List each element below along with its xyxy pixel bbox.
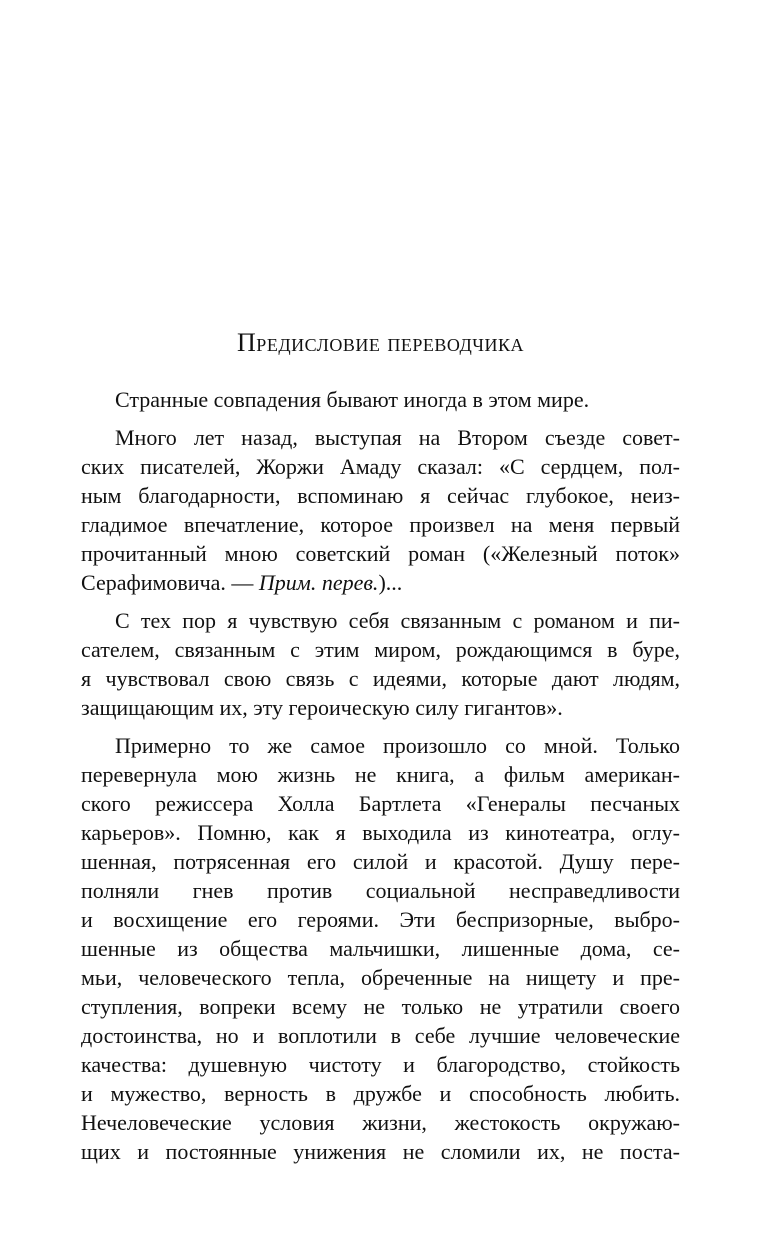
text-line: качества: душевную чистоту и благородство, стойкость <box>81 1052 680 1077</box>
text-line: щих и постоянные унижения не сломили их, не поста- <box>81 1139 680 1164</box>
text-line: карьеров». Помню, как я выходила из кинотеатра, оглу- <box>81 820 680 845</box>
text-line: Нечеловеческие условия жизни, жестокость окружаю- <box>81 1110 680 1135</box>
text-line: ских писателей, Жоржи Амаду сказал: «С сердцем, пол- <box>81 454 680 479</box>
translator-note: Прим. перев. <box>258 570 379 595</box>
text-line: и мужество, верность в дружбе и способность любить. <box>81 1081 680 1106</box>
text-line: полняли гнев против социальной несправедливости <box>81 878 680 903</box>
text-line: ным благодарности, вспоминаю я сейчас глубокое, неиз- <box>81 483 680 508</box>
text-line: ского режиссера Холла Бартлета «Генералы песчаных <box>81 791 680 816</box>
text-line: Странные совпадения бывают иногда в этом мире. <box>115 387 590 412</box>
body-text <box>81 385 680 1166</box>
text-line: и восхищение его героями. Эти беспризорные, выбро- <box>81 907 680 932</box>
text-line: гладимое впечатление, которое произвел на меня первый <box>81 512 680 537</box>
text-line-with-note <box>81 568 680 597</box>
book-page <box>81 0 680 1240</box>
text-segment: Серафимовича. — <box>81 570 259 595</box>
text-line: шенные из общества мальчишки, лишенные дома, се- <box>81 936 680 961</box>
chapter-heading: Предисловие переводчика <box>237 328 524 357</box>
text-line: сателем, связанным с этим миром, рождающимся в буре, <box>81 637 680 662</box>
text-line: С тех пор я чувствую себя связанным с романом и пи- <box>115 608 680 633</box>
text-line: Много лет назад, выступая на Втором съезде совет- <box>115 425 680 450</box>
text-segment: )... <box>378 570 403 595</box>
text-line: ступления, вопреки всему не только не утратили своего <box>81 994 680 1019</box>
text-line: я чувствовал свою связь с идеями, которые дают людям, <box>81 666 680 691</box>
text-line: перевернула мою жизнь не книга, а фильм американ- <box>81 762 680 787</box>
text-line: шенная, потрясенная его силой и красотой. Душу пере- <box>81 849 680 874</box>
text-line: Примерно то же самое произошло со мной. Только <box>115 733 680 758</box>
text-line: прочитанный мною советский роман («Железный поток» <box>81 541 680 566</box>
text-line: защищающим их, эту героическую силу гигантов». <box>81 695 563 720</box>
text-line: мьи, человеческого тепла, обреченные на нищету и пре- <box>81 965 680 990</box>
text-line: достоинства, но и воплотили в себе лучшие человеческие <box>81 1023 680 1048</box>
